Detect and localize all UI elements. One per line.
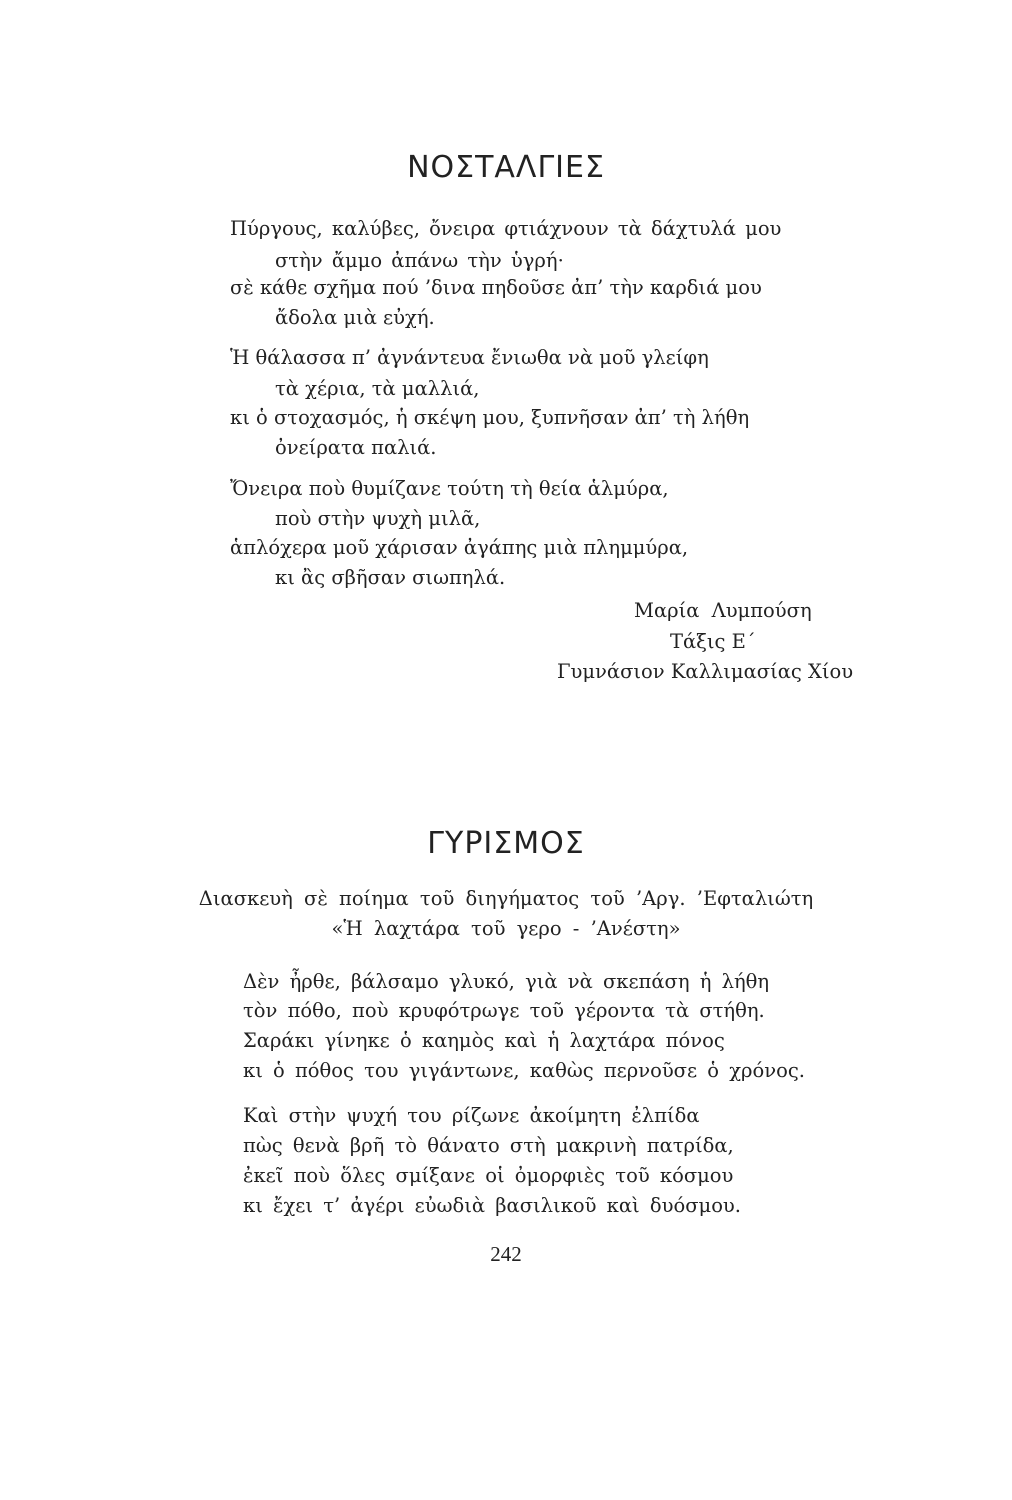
poem-line: ποὺ στὴν ψυχὴ μιλᾶ, — [275, 507, 481, 530]
page-number: 242 — [490, 1242, 522, 1266]
author-school: Γυμνάσιον Καλλιμασίας Χίου — [557, 660, 854, 683]
poem-subtitle: Διασκευὴ σὲ ποίημα τοῦ διηγήματος τοῦ ’Αργ. ’Εφταλιώτη — [198, 887, 814, 910]
poem-title-gyrismos: ΓΥΡΙΣΜΟΣ — [427, 826, 585, 861]
author-name: Μαρία Λυμπούση — [634, 599, 812, 622]
poem-line: πὼς θενὰ βρῆ τὸ θάνατο στὴ μακρινὴ πατρίδα, — [243, 1134, 734, 1157]
poem-subtitle-source: «Ἡ λαχτάρα τοῦ γερο - ’Ανέστη» — [331, 917, 681, 940]
poem-line: κι ὁ πόθος του γιγάντωνε, καθὼς περνοῦσε ὁ χρόνος. — [243, 1059, 805, 1082]
poem-line: Ἡ θάλασσα π’ ἀγνάντευα ἔνιωθα νὰ μοῦ γλείφη — [230, 346, 709, 369]
poem-line: ἐκεῖ ποὺ ὅλες σμίξανε οἱ ὀμορφιὲς τοῦ κόσμου — [243, 1164, 734, 1187]
poem-line: τὰ χέρια, τὰ μαλλιά, — [275, 377, 480, 400]
poem-line: τὸν πόθο, ποὺ κρυφότρωγε τοῦ γέροντα τὰ στήθη. — [243, 999, 765, 1022]
poem-line: στὴν ἄμμο ἀπάνω τὴν ὑγρή· — [275, 249, 564, 272]
poem-line: ἄδολα μιὰ εὐχή. — [275, 306, 435, 329]
poem-line: Πύργους, καλύβες, ὄνειρα φτιάχνουν τὰ δάχτυλά μου — [230, 217, 782, 240]
poem-line: κι ἂς σβῆσαν σιωπηλά. — [275, 566, 506, 589]
poem-line: ἁπλόχερα μοῦ χάρισαν ἀγάπης μιὰ πλημμύρα, — [230, 536, 689, 559]
poem-line: κι ἔχει τ’ ἀγέρι εὐωδιὰ βασιλικοῦ καὶ δυόσμου. — [243, 1194, 741, 1217]
poem-line: Καὶ στὴν ψυχή του ρίζωνε ἀκοίμητη ἐλπίδα — [243, 1104, 700, 1127]
poem-line: Δὲν ἦρθε, βάλσαμο γλυκό, γιὰ νὰ σκεπάση ἡ λήθη — [243, 970, 770, 993]
author-class: Τάξις Ε΄ — [670, 630, 756, 653]
poem-line: Ὄνειρα ποὺ θυμίζανε τούτη τὴ θεία ἁλμύρα, — [230, 477, 669, 500]
poem-line: σὲ κάθε σχῆμα πού ’δινα πηδοῦσε ἀπ’ τὴν καρδιά μου — [230, 276, 762, 299]
poem-line: Σαράκι γίνηκε ὁ καημὸς καὶ ἡ λαχτάρα πόνος — [243, 1029, 725, 1052]
poem-line: ὀνείρατα παλιά. — [275, 436, 437, 459]
poem-title-nostalgies: ΝΟΣΤΑΛΓΙΕΣ — [407, 150, 605, 185]
poem-line: κι ὁ στοχασμός, ἡ σκέψη μου, ξυπνῆσαν ἀπ’ τὴ λήθη — [230, 406, 750, 429]
